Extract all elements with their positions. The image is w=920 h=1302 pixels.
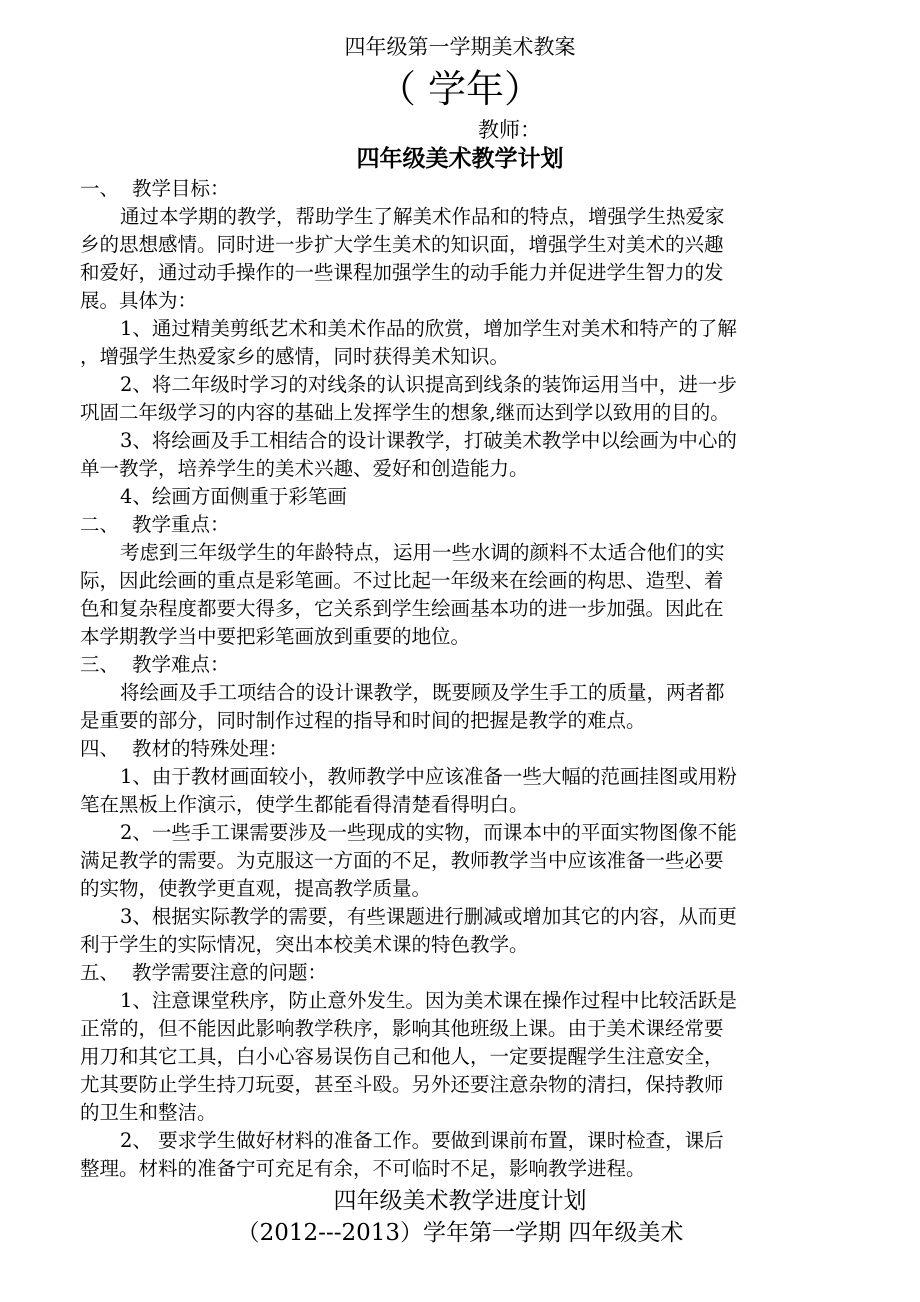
paragraph-line: 整理。材料的准备宁可充足有余，不可临时不足，影响教学进程。 xyxy=(80,1157,646,1180)
section-heading xyxy=(80,735,288,763)
paragraph-line: 2、将二年级时学习的对线条的认识提高到线条的装饰运用当中，进一步 xyxy=(120,373,737,396)
paragraph-line: 3、根据实际教学的需要，有些课题进行删减或增加其它的内容，从而更 xyxy=(120,905,737,928)
paragraph-line: 本学期教学当中要把彩笔画放到重要的地位。 xyxy=(80,625,471,648)
paragraph-line: 的卫生和整洁。 xyxy=(80,1101,217,1124)
section-heading xyxy=(80,959,327,987)
paragraph-line: 笔在黑板上作演示，使学生都能看得清楚看得明白。 xyxy=(80,793,529,816)
paragraph-line: 考虑到三年级学生的年龄特点，运用一些水调的颜料不太适合他们的实 xyxy=(120,541,725,564)
paragraph-line: 展。具体为： xyxy=(80,289,198,312)
paragraph-line: 单一教学，培养学生的美术兴趣、爱好和创造能力。 xyxy=(80,457,529,480)
paragraph-line: 满足教学的需要。为克服这一方面的不足，教师教学当中应该准备一些必要 xyxy=(80,849,724,872)
paragraph-line: 正常的，但不能因此影响教学秩序，影响其他班级上课。由于美术课经常要 xyxy=(80,1017,724,1040)
section-number: 三、 xyxy=(80,653,120,676)
section-heading-text: 教学重点： xyxy=(132,513,230,536)
paragraph-line: 和爱好，通过动手操作的一些课程加强学生的动手能力并促进学生智力的发 xyxy=(80,261,724,284)
school-year-heading: （ 学年） xyxy=(377,67,543,111)
paragraph-line: 际，因此绘画的重点是彩笔画。不过比起一年级来在绘画的构思、造型、着 xyxy=(80,569,724,592)
section-number: 一、 xyxy=(80,177,120,200)
document-title: 四年级第一学期美术教案 xyxy=(344,35,576,59)
section-number: 四、 xyxy=(80,737,120,760)
paragraph-line: ，增强学生热爱家乡的感情，同时获得美术知识。 xyxy=(80,345,510,368)
paragraph-line: 利于学生的实际情况，突出本校美术课的特色教学。 xyxy=(80,933,529,956)
paragraph-line: 3、将绘画及手工相结合的设计课教学，打破美术教学中以绘画为中心的 xyxy=(120,429,737,452)
paragraph-line: 的实物，使教学更直观，提高教学质量。 xyxy=(80,877,432,900)
paragraph-line: 乡的思想感情。同时进一步扩大学生美术的知识面，增强学生对美术的兴趣 xyxy=(80,233,724,256)
section-heading-text: 教学目标： xyxy=(132,177,230,200)
paragraph-line: 尤其要防止学生持刀玩耍，甚至斗殴。另外还要注意杂物的清扫，保持教师 xyxy=(80,1073,724,1096)
section-heading xyxy=(80,175,230,203)
paragraph-line: 用刀和其它工具，白小心容易误伤自己和他人，一定要提醒学生注意安全， xyxy=(80,1045,724,1068)
section-heading-text: 教材的特殊处理： xyxy=(132,737,289,760)
section-heading xyxy=(80,651,230,679)
paragraph-line: 1、注意课堂秩序，防止意外发生。因为美术课在操作过程中比较活跃是 xyxy=(120,989,737,1012)
paragraph-line: 1、由于教材画面较小，教师教学中应该准备一些大幅的范画挂图或用粉 xyxy=(120,765,737,788)
section-number: 二、 xyxy=(80,513,120,536)
schedule-title: 四年级美术教学进度计划 xyxy=(333,1188,587,1214)
section-number: 五、 xyxy=(80,961,120,984)
schedule-subtitle: （2012---2013）学年第一学期 四年级美术 xyxy=(236,1220,684,1246)
section-heading-text: 教学难点： xyxy=(132,653,230,676)
paragraph-line: 通过本学期的教学，帮助学生了解美术作品和的特点，增强学生热爱家 xyxy=(120,205,725,228)
paragraph-line: 巩固二年级学习的内容的基础上发挥学生的想象,继而达到学以致用的目的。 xyxy=(80,401,730,424)
paragraph-line: 1、通过精美剪纸艺术和美术作品的欣赏，增加学生对美术和特产的了解 xyxy=(120,317,737,340)
paragraph-line: 是重要的部分，同时制作过程的指导和时间的把握是教学的难点。 xyxy=(80,709,646,732)
paragraph-line: 4、绘画方面侧重于彩笔画 xyxy=(120,485,347,508)
paragraph-line: 2、一些手工课需要涉及一些现成的实物，而课本中的平面实物图像不能 xyxy=(120,821,737,844)
plan-title: 四年级美术教学计划 xyxy=(356,145,564,172)
section-heading xyxy=(80,511,230,539)
paragraph-line: 将绘画及手工项结合的设计课教学，既要顾及学生手工的质量，两者都 xyxy=(120,681,725,704)
paragraph-line: 色和复杂程度都要大得多，它关系到学生绘画基本功的进一步加强。因此在 xyxy=(80,597,724,620)
teacher-label: 教师： xyxy=(478,118,541,142)
section-heading-text: 教学需要注意的问题： xyxy=(132,961,328,984)
paragraph-line: 2、 要求学生做好材料的准备工作。要做到课前布置，课时检查，课后 xyxy=(120,1129,724,1152)
